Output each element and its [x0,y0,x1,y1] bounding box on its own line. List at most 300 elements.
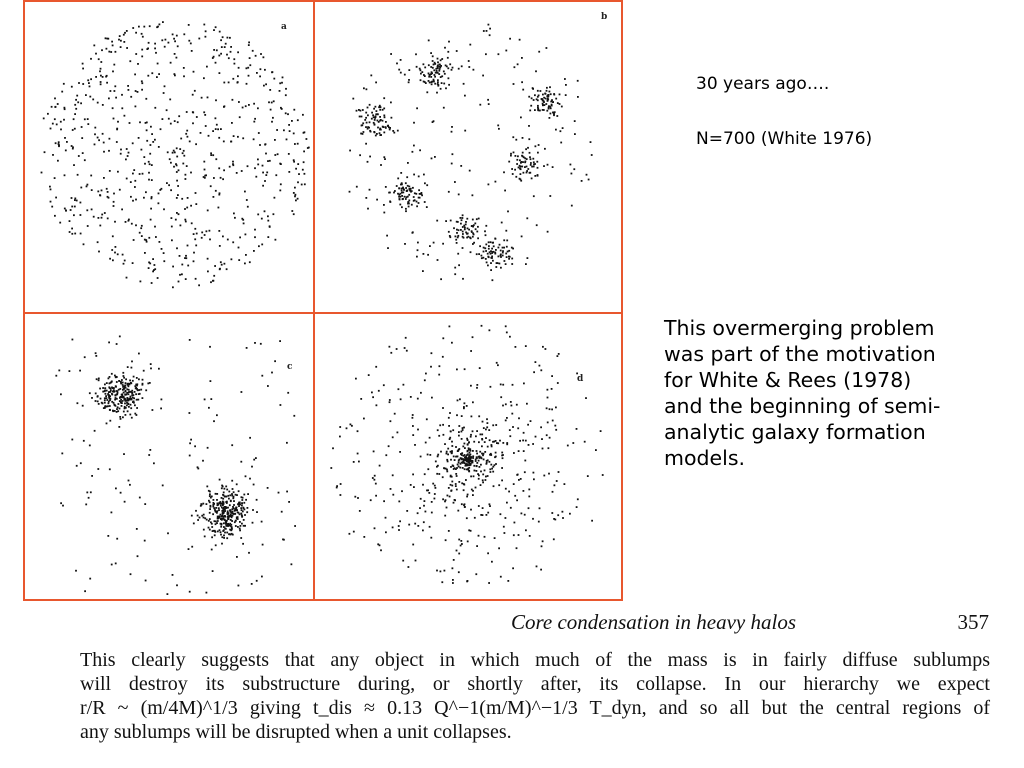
particle-dot [482,479,484,481]
particle-dot [534,109,536,111]
particle-dot [478,218,480,220]
particle-dot [233,513,235,515]
particle-dot [114,90,116,92]
particle-dot [483,257,485,259]
particle-dot [193,252,195,254]
particle-dot [461,452,463,454]
particle-dot [451,69,453,71]
particle-dot [191,546,193,548]
particle-dot [105,393,107,395]
particle-dot [102,403,104,405]
particle-dot [513,152,515,154]
particle-dot [229,37,231,39]
particle-dot [267,236,269,238]
particle-dot [369,130,371,132]
particle-dot [472,401,474,403]
particle-dot [170,123,172,125]
particle-dot [168,42,170,44]
particle-dot [546,95,548,97]
particle-dot [538,144,540,146]
particle-dot [183,155,185,157]
particle-dot [488,429,490,431]
particle-dot [513,83,515,85]
particle-dot [212,513,214,515]
particle-dot [109,138,111,140]
particle-dot [100,61,102,63]
particle-dot [121,393,123,395]
simulation-panel-c [23,312,315,601]
particle-dot [297,181,299,183]
particle-dot [151,196,153,198]
particle-dot [183,33,185,35]
particle-dot [450,220,452,222]
particle-dot [108,402,110,404]
particle-dot [356,110,358,112]
particle-dot [100,83,102,85]
particle-plot-c [25,314,315,601]
particle-dot [279,190,281,192]
particle-dot [468,229,470,231]
particle-dot [251,583,253,585]
particle-dot [285,88,287,90]
particle-dot [542,448,544,450]
particle-dot [245,499,247,501]
particle-dot [116,141,118,143]
particle-dot [221,510,223,512]
particle-dot [397,178,399,180]
particle-dot [527,147,529,149]
particle-dot [138,393,140,395]
particle-dot [390,488,392,490]
particle-dot [424,500,426,502]
particle-dot [76,200,78,202]
particle-dot [269,160,271,162]
particle-dot [112,45,114,47]
particle-dot [114,252,116,254]
particle-dot [90,175,92,177]
particle-dot [220,177,222,179]
particle-dot [264,180,266,182]
particle-dot [107,393,109,395]
paper-body [80,648,990,744]
particle-dot [165,39,167,41]
particle-dot [106,48,108,50]
particle-dot [247,507,249,509]
particle-dot [105,37,107,39]
particle-dot [508,256,510,258]
particle-dot [253,103,255,105]
particle-dot [124,260,126,262]
particle-dot [466,496,468,498]
particle-dot [501,480,503,482]
particle-dot [148,161,150,163]
particle-dot [577,80,579,82]
particle-dot [125,400,127,402]
particle-dot [174,53,176,55]
particle-dot [294,143,296,145]
particle-dot [434,498,436,500]
particle-dot [487,253,489,255]
particle-dot [541,98,543,100]
particle-dot [433,80,435,82]
particle-dot [303,151,305,153]
particle-dot [417,249,419,251]
particle-dot [241,523,243,525]
particle-dot [517,427,519,429]
particle-dot [488,103,490,105]
particle-dot [429,454,431,456]
particle-dot [135,387,137,389]
particle-dot [106,82,108,84]
particle-dot [94,127,96,129]
particle-dot [212,130,214,132]
particle-dot [489,468,491,470]
particle-dot [459,398,461,400]
particle-dot [447,51,449,53]
particle-dot [484,247,486,249]
particle-dot [567,445,569,447]
particle-dot [497,125,499,127]
particle-dot [142,173,144,175]
particle-dot [486,30,488,32]
paper-line: This clearly suggests that any object in which much of the mass is in fairly diffuse sublumps [80,649,990,671]
particle-dot [129,397,131,399]
particle-dot [456,475,458,477]
particle-dot [467,450,469,452]
particle-dot [202,460,204,462]
particle-dot [359,510,361,512]
particle-dot [203,517,205,519]
particle-dot [411,204,413,206]
particle-dot [431,397,433,399]
particle-dot [213,275,215,277]
particle-dot [489,505,491,507]
particle-dot [515,346,517,348]
particle-dot [380,549,382,551]
particle-dot [456,229,458,231]
particle-dot [127,85,129,87]
particle-dot [216,49,218,51]
particle-dot [379,544,381,546]
particle-dot [205,36,207,38]
particle-dot [95,352,97,354]
particle-dot [141,80,143,82]
particle-dot [425,442,427,444]
particle-dot [457,237,459,239]
particle-dot [178,115,180,117]
particle-dot [222,530,224,532]
particle-dot [402,187,404,189]
particle-dot [133,397,135,399]
particle-dot [517,474,519,476]
particle-dot [472,455,474,457]
particle-dot [191,50,193,52]
particle-dot [93,45,95,47]
particle-dot [409,188,411,190]
particle-dot [201,237,203,239]
particle-dot [380,164,382,166]
particle-dot [472,494,474,496]
particle-dot [249,64,251,66]
particle-dot [460,217,462,219]
particle-dot [109,468,111,470]
particle-dot [436,92,438,94]
particle-dot [120,418,122,420]
particle-dot [179,255,181,257]
particle-dot [460,223,462,225]
particle-dot [125,407,127,409]
particle-dot [150,219,152,221]
particle-dot [380,106,382,108]
particle-dot [130,404,132,406]
particle-dot [134,404,136,406]
particle-dot [512,173,514,175]
particle-dot [553,94,555,96]
particle-dot [111,512,113,514]
particle-dot [194,90,196,92]
particle-dot [475,435,477,437]
particle-dot [96,378,98,380]
particle-dot [218,230,220,232]
particle-dot [448,231,450,233]
particle-dot [146,48,148,50]
particle-dot [502,250,504,252]
particle-dot [219,268,221,270]
particle-dot [476,384,478,386]
particle-dot [559,103,561,105]
particle-dot [176,212,178,214]
particle-dot [439,68,441,70]
particle-dot [217,531,219,533]
particle-dot [461,65,463,67]
particle-dot [151,179,153,181]
particle-dot [302,169,304,171]
particle-dot [492,251,494,253]
particle-dot [418,176,420,178]
particle-dot [437,61,439,63]
particle-dot [208,490,210,492]
particle-dot [550,101,552,103]
particle-dot [484,441,486,443]
particle-dot [301,184,303,186]
particle-dot [57,160,59,162]
particle-dot [130,396,132,398]
particle-dot [117,121,119,123]
particle-dot [552,166,554,168]
particle-dot [291,210,293,212]
particle-dot [261,375,263,377]
particle-dot [457,400,459,402]
particle-dot [208,520,210,522]
particle-dot [215,117,217,119]
particle-dot [470,457,472,459]
particle-dot [531,97,533,99]
particle-dot [268,101,270,103]
particle-dot [81,137,83,139]
particle-dot [396,348,398,350]
particle-dot [467,444,469,446]
particle-dot [183,150,185,152]
particle-dot [258,132,260,134]
particle-dot [288,171,290,173]
particle-dot [366,122,368,124]
particle-dot [434,83,436,85]
particle-dot [451,441,453,443]
particle-dot [91,397,93,399]
particle-dot [375,82,377,84]
particle-dot [297,163,299,165]
particle-dot [487,99,489,101]
particle-dot [210,521,212,523]
particle-dot [540,426,542,428]
particle-dot [209,508,211,510]
particle-dot [435,461,437,463]
particle-dot [151,72,153,74]
particle-dot [231,444,233,446]
particle-dot [216,414,218,416]
particle-dot [206,66,208,68]
particle-dot [454,273,456,275]
particle-dot [109,376,111,378]
particle-dot [546,87,548,89]
particle-dot [512,136,514,138]
particle-dot [557,355,559,357]
particle-dot [146,241,148,243]
particle-dot [490,269,492,271]
particle-dot [261,576,263,578]
particle-dot [444,443,446,445]
particle-dot [121,405,123,407]
particle-dot [99,388,101,390]
particle-dot [430,66,432,68]
particle-dot [114,85,116,87]
particle-dot [470,450,472,452]
particle-dot [89,578,91,580]
particle-dot [224,263,226,265]
particle-dot [495,456,497,458]
particle-dot [238,247,240,249]
particle-dot [519,159,521,161]
particle-dot [536,224,538,226]
particle-dot [410,396,412,398]
particle-dot [89,392,91,394]
running-title: Core condensation in heavy halos [511,610,797,634]
particle-dot [293,133,295,135]
particle-dot [455,483,457,485]
particle-dot [123,377,125,379]
particle-dot [573,168,575,170]
particle-dot [383,156,385,158]
particle-dot [112,410,114,412]
particle-dot [489,329,491,331]
particle-dot [71,233,73,235]
particle-dot [477,237,479,239]
particle-dot [294,187,296,189]
particle-dot [126,47,128,49]
particle-dot [413,486,415,488]
particle-dot [528,496,530,498]
particle-dot [349,191,351,193]
particle-dot [223,535,225,537]
particle-dot [152,409,154,411]
particle-dot [116,343,118,345]
particle-dot [412,434,414,436]
particle-dot [430,76,432,78]
particle-dot [71,228,73,230]
particle-dot [103,177,105,179]
particle-dot [465,458,467,460]
particle-dot [216,124,218,126]
particle-dot [428,64,430,66]
particle-dot [114,399,116,401]
particle-dot [122,386,124,388]
particle-dot [461,503,463,505]
particle-dot [130,407,132,409]
simulation-panel-d [313,312,623,601]
particle-dot [52,154,54,156]
particle-dot [564,483,566,485]
particle-dot [413,174,415,176]
particle-dot [231,493,233,495]
particle-dot [95,76,97,78]
particle-dot [445,65,447,67]
particle-dot [255,457,257,459]
particle-dot [72,339,74,341]
particle-dot [118,403,120,405]
particle-dot [470,509,472,511]
particle-dot [492,242,494,244]
particle-dot [158,193,160,195]
particle-dot [462,233,464,235]
particle-dot [562,517,564,519]
particle-dot [374,132,376,134]
particle-dot [95,393,97,395]
particle-dot [145,580,147,582]
particle-dot [425,82,427,84]
particle-dot [417,398,419,400]
particle-dot [230,141,232,143]
particle-dot [463,484,465,486]
particle-dot [216,493,218,495]
particle-dot [222,178,224,180]
particle-dot [464,462,466,464]
particle-dot [401,192,403,194]
particle-dot [552,491,554,493]
paper-header [511,610,989,636]
particle-dot [429,74,431,76]
particle-dot [458,460,460,462]
particle-dot [136,377,138,379]
particle-dot [197,515,199,517]
particle-dot [412,151,414,153]
particle-dot [565,94,567,96]
particle-dot [498,547,500,549]
particle-dot [525,440,527,442]
particle-dot [398,388,400,390]
particle-dot [185,278,187,280]
particle-dot [389,127,391,129]
particle-dot [364,119,366,121]
particle-dot [464,227,466,229]
particle-dot [246,83,248,85]
particle-dot [398,525,400,527]
particle-dot [392,474,394,476]
particle-dot [486,426,488,428]
particle-dot [455,456,457,458]
particle-dot [217,128,219,130]
particle-dot [574,120,576,122]
particle-dot [60,393,62,395]
